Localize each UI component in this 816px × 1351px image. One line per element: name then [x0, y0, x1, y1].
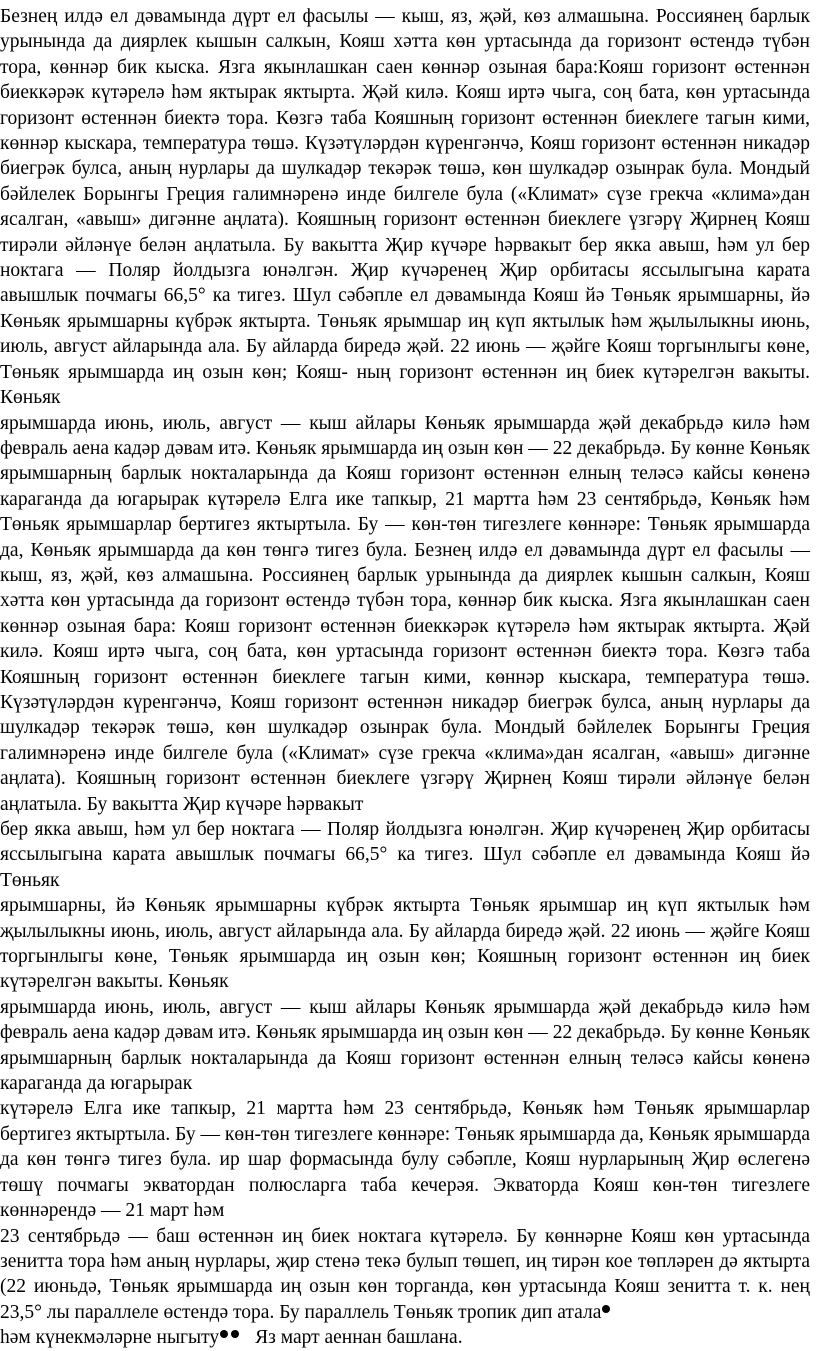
- paragraph-8: [0, 1325, 810, 1350]
- paragraph-3: бер якка авыш, һәм ул бер ноктага — Поляр йолдызга юнәлгән. Җир күчәренең Җир орбитасы яссылыгына карата авышлык почмагы 66,5° ка тигез. Шул сәбәпле ел дәвамында Кояш йә Төньяк: [0, 819, 810, 891]
- paragraph-2: ярымшарда июнь, июль, август — кыш айлары Көньяк ярымшарда җәй декабрьдә килә һәм февраль аена кадәр дәвам итә. Көньяк ярымшарда иң озын көн — 22 декабрьдә. Бу көнне Көньяк ярымшарның барлык нокталарында да Кояш горизонт өстеннән елның теләсә кайсы көненә караганда да югарырак күтәрелә Елга ике тапкыр, 21 мартта һәм 23 сентябрьдә, Көньяк һәм Төньяк ярымшарлар бертигез яктыртыла. Бу — көн-төн тигезлеге көннәре: Төньяк ярымшарда да, Көньяк ярымшарда да көн төнгә тигез була. Безнең илдә ел дәвамында дүрт ел фасылы — кыш, яз, җәй, көз алмашына. Россиянең барлык урынында да диярлек кышын салкын, Кояш хәтта көн уртасында да горизонт өстендә түбән тора, көннәр бик кыска. Язга якынлашкан саен көннәр озыная бара: Кояш горизонт өстеннән биеккәрәк күтәрелә һәм яктырак яктырта. Җәй килә. Кояш иртә чыга, соң бата, көн уртасында горизонт өстеннән биектә тора. Көзгә таба Кояшның горизонт өстеннән биеклеге тагын кими, көннәр кыскара, температура төшә. Күзәтүләрдән күренгәнчә, Кояш горизонт өстеннән никадәр биегрәк булса, аның нурлары да шулкадәр текәрәк төшә, көн шулкадәр озынрак була. Мондый бәйлелек Борынгы Греция галимнәренә инде билгеле була («Климат» сүзе грекча «клима»дан ясалган, «авыш» дигәнне аңлата). Кояшның горизонт өстеннән биеклеге үзгәрү Җирнең Кояш тирәли әйләнүе белән аңлатыла. Бу вакытта Җир күчәре һәрвакыт: [0, 412, 810, 815]
- paragraph-5: ярымшарда июнь, июль, август — кыш айлары Көньяк ярымшарда җәй декабрьдә килә һәм февраль аена кадәр дәвам итә. Көньяк ярымшарда иң озын көн — 22 декабрьдә. Бу көнне Көньяк ярымшарның барлык нокталарында да Кояш горизонт өстеннән елның теләсә кайсы көненә караганда да югарырак: [0, 996, 810, 1095]
- bullet-icon: [220, 1330, 228, 1338]
- bullet-icon: [231, 1330, 239, 1338]
- paragraph-7: [0, 1224, 810, 1326]
- paragraph-4: ярымшарны, йә Көньяк ярымшарны күбрәк яктырта Төньяк ярымшар иң күп яктылык һәм җылылыкны июнь, июль, август айларында ала. Бу айларда биредә җәй. 22 июнь — җәйге Кояш торгынлыгы көне, Төньяк ярымшарда иң озын көн; Кояшның горизонт өстеннән иң биек күтәрелгән вакыты. Көньяк: [0, 895, 810, 993]
- paragraph-7-text: 23 сентябрьдә — баш өстеннән иң биек ноктага күтәрелә. Бу көннәрне Кояш көн уртасында зенитта тора һәм аның нурлары, җир стенә текә булып төшеп, иң тирән кое төпләрен дә яктырта (22 июньдә, Төньяк ярымшарда иң озын көн торганда, көн уртасында Кояш зенитта т. к. нең 23,5° лы параллеле өстендә тора. Бу параллель Төньяк тропик дип атала: [0, 1225, 810, 1323]
- bullet-icon: [602, 1305, 610, 1313]
- last-line-end: Яз март аеннан башлана.: [255, 1327, 463, 1349]
- paragraph-1: Безнең илдә ел дәвамында дүрт ел фасылы — кыш, яз, җәй, көз алмашына. Россиянең барлык урынында да диярлек кышын салкын, Кояш хәтта көн уртасында да горизонт өстендә түбән тора, көннәр бик кыска. Язга якынлашкан саен көннәр озыная бара:Кояш горизонт өстеннән биеккәрәк күтәрелә һәм яктырак яктырта. Җәй килә. Кояш иртә чыга, соң бата, көн уртасында горизонт өстеннән биектә тора. Көзгә таба Кояшның горизонт өстеннән биеклеге тагын кими, көннәр кыскара, температура төшә. Күзәтүләрдән күренгәнчә, Кояш горизонт өстеннән никадәр биегрәк булса, аның нурлары да шулкадәр текәрәк төшә, көн шулкадәр озынрак була. Мондый бәйлелек Борынгы Греция галимнәренә инде билгеле була («Климат» сүзе грекча «клима»дан ясалган, «авыш» дигәнне аңлата). Кояшның горизонт өстеннән биеклеге үзгәрү Җирнең Кояш тирәли әйләнүе белән аңлатыла. Бу вакытта Җир күчәре һәрвакыт бер якка авыш, һәм ул бер ноктага — Поляр йолдызга юнәлгән. Җир күчәренең Җир орбитасы яссылыгына карата авышлык почмагы 66,5° ка тигез. Шул сәбәпле ел дәвамында Кояш йә Төньяк ярымшарны, йә Көньяк ярымшарны күбрәк яктырта. Төньяк ярымшар иң күп яктылык һәм җылылыкны июнь, июль, август айларында ала. Бу айларда биредә җәй. 22 июнь — җәйге Кояш торгынлыгы көне, Төньяк ярымшарда иң озын көн; Кояш- ның горизонт өстеннән иң биек күтәрелгән вакыты. Көньяк: [0, 6, 810, 409]
- last-line-start: һәм күнекмәләрне ныгыту: [0, 1327, 220, 1349]
- paragraph-6: күтәрелә Елга ике тапкыр, 21 мартта һәм 23 сентябрьдә, Көньяк һәм Төньяк ярымшарлар бертигез яктыртыла. Бу — көн-төн тигезлеге көннәре: Төньяк ярымшарда да, Көньяк ярымшарда да көн төнгә тигез була. ир шар формасында булу сәбәпле, Кояш нурларының Җир өслегенә төшү почмагы экватордан полюсларга таба кечерәя. Экваторда Кояш көн-төн тигезлеге көннәрендә — 21 март һәм: [0, 1098, 810, 1222]
